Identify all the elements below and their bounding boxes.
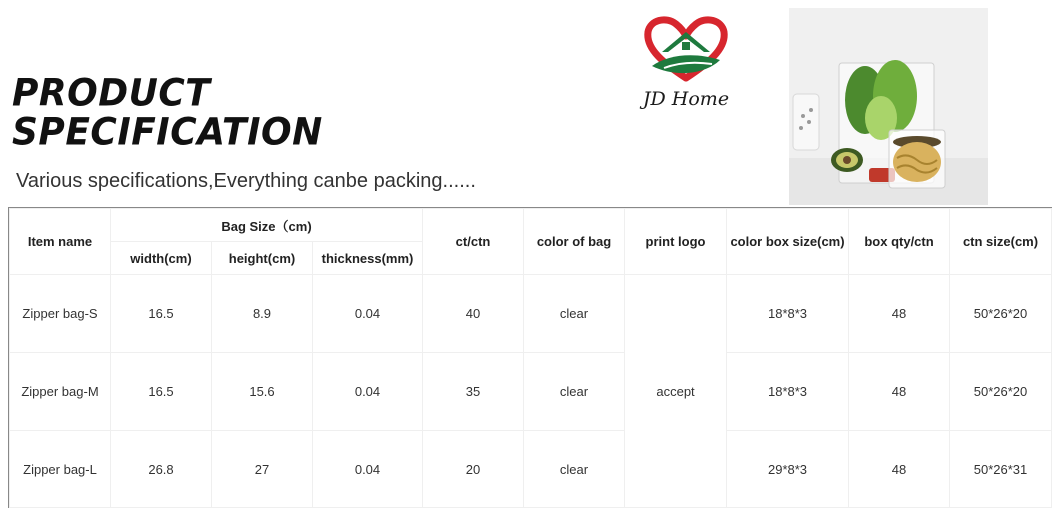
- cell-color: clear: [524, 431, 625, 508]
- cell-thickness: 0.04: [313, 275, 423, 353]
- cell-ctn-size: 50*26*31: [950, 431, 1052, 508]
- cell-box-qty: 48: [849, 353, 950, 431]
- cell-width: 26.8: [111, 431, 212, 508]
- heart-house-logo-icon: [636, 14, 736, 86]
- header-width: width(cm): [111, 242, 212, 275]
- spec-table: [9, 208, 1052, 508]
- header-box-qty-ctn: box qty/ctn: [849, 209, 950, 275]
- page-title-line1: PRODUCT: [12, 72, 211, 116]
- cell-height: 15.6: [212, 353, 313, 431]
- cell-item: Zipper bag-M: [10, 353, 111, 431]
- cell-width: 16.5: [111, 275, 212, 353]
- cell-thickness: 0.04: [313, 353, 423, 431]
- cell-box-qty: 48: [849, 275, 950, 353]
- cell-item: Zipper bag-L: [10, 431, 111, 508]
- cell-color-box: 29*8*3: [727, 431, 849, 508]
- header-height: height(cm): [212, 242, 313, 275]
- cell-color: clear: [524, 353, 625, 431]
- cell-thickness: 0.04: [313, 431, 423, 508]
- page-title-line2: SPECIFICATION: [12, 110, 323, 154]
- cell-color: clear: [524, 275, 625, 353]
- product-photo: [789, 8, 988, 205]
- cell-color-box: 18*8*3: [727, 353, 849, 431]
- cell-ct-ctn: 40: [423, 275, 524, 353]
- table-header-row: [10, 209, 1052, 242]
- brand-name: JD Home: [642, 88, 730, 110]
- cell-ctn-size: 50*26*20: [950, 353, 1052, 431]
- header-color-of-bag: color of bag: [524, 209, 625, 275]
- header-item-name: Item name: [10, 209, 111, 275]
- subtitle: Various specifications,Everything canbe packing......: [16, 170, 476, 192]
- header-print-logo: print logo: [625, 209, 727, 275]
- cell-ct-ctn: 20: [423, 431, 524, 508]
- cell-print-logo: accept: [625, 275, 727, 508]
- header-bag-size: Bag Size（cm): [111, 209, 423, 242]
- product-photo-icon: [789, 8, 988, 205]
- page-title: [12, 74, 323, 152]
- spec-table-container: [8, 207, 1052, 508]
- table-row: [10, 353, 1052, 431]
- header-ctn-size: ctn size(cm): [950, 209, 1052, 275]
- cell-height: 27: [212, 431, 313, 508]
- table-row: [10, 431, 1052, 508]
- header-color-box-size: color box size(cm): [727, 209, 849, 275]
- cell-item: Zipper bag-S: [10, 275, 111, 353]
- cell-width: 16.5: [111, 353, 212, 431]
- cell-height: 8.9: [212, 275, 313, 353]
- header-ct-ctn: ct/ctn: [423, 209, 524, 275]
- cell-ct-ctn: 35: [423, 353, 524, 431]
- brand-logo: [636, 14, 736, 112]
- header-thickness: thickness(mm): [313, 242, 423, 275]
- table-row: [10, 275, 1052, 353]
- cell-box-qty: 48: [849, 431, 950, 508]
- cell-color-box: 18*8*3: [727, 275, 849, 353]
- cell-ctn-size: 50*26*20: [950, 275, 1052, 353]
